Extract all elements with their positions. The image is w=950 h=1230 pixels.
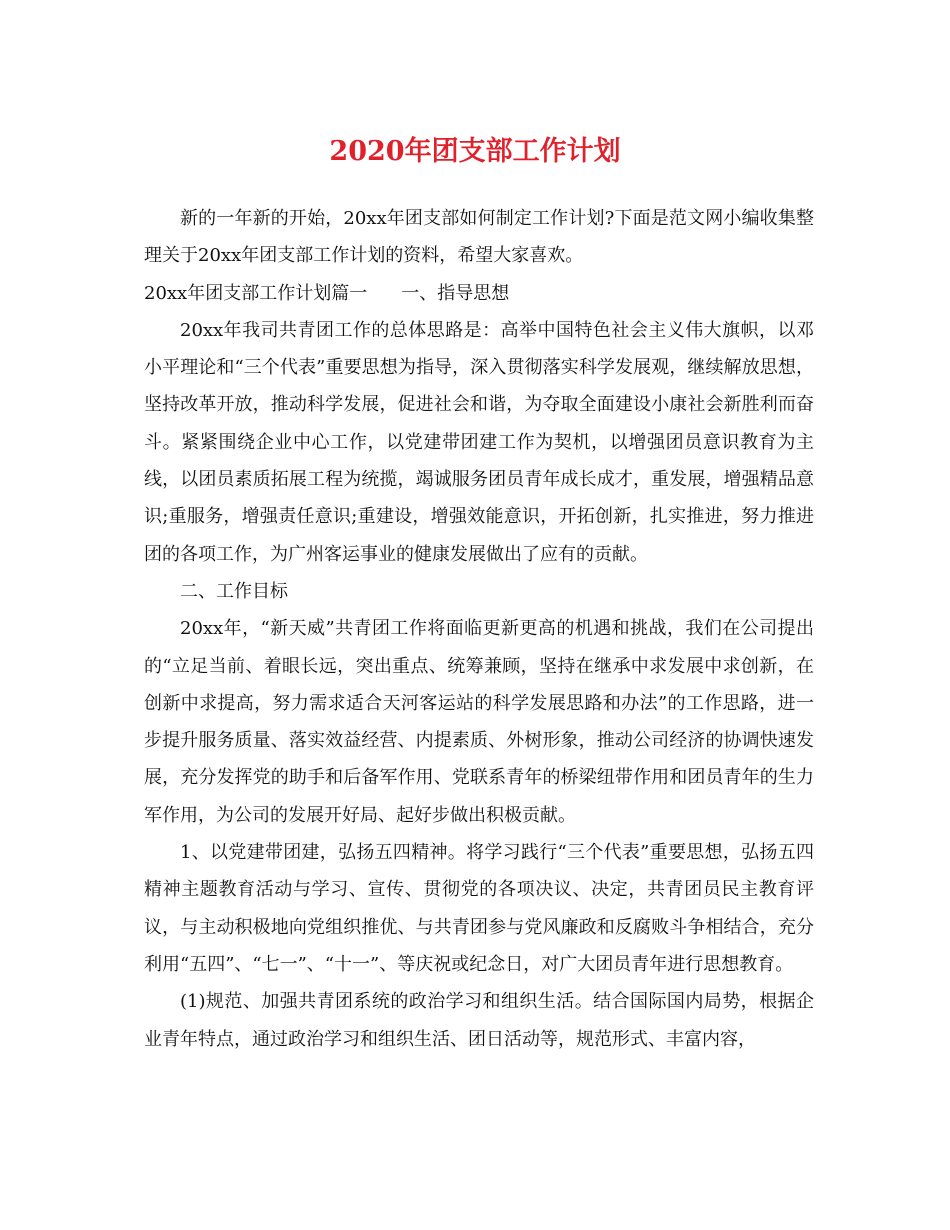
section-heading-title: 20xx年团支部工作计划篇一	[144, 282, 368, 304]
work-goals-paragraph: 20xx年，“新天威”共青团工作将面临更新更高的机遇和挑战，我们在公司提出的“立足当前、着眼长远，突出重点、统筹兼顾，坚持在继承中求发展中求创新，在创新中求提高，努力需求适合天河客运站的科学发展思路和办法”的工作思路，进一步提升服务质量、落实效益经营、内提素质、外树形象，推动公司经济的协调快速发展，充分发挥党的助手和后备军作用、党联系青年的桥梁纽带作用和团员青年的生力军作用，为公司的发展开好局、起好步做出积极贡献。	[144, 618, 814, 826]
section-heading	[144, 275, 814, 312]
item-1-paragraph: 1、以党建带团建，弘扬五四精神。将学习践行“三个代表”重要思想，弘扬五四精神主题教育活动与学习、宣传、贯彻党的各项决议、决定，共青团员民主教育评议，与主动积极地向党组织推优、与共青团参与党风廉政和反腐败斗争相结合，充分利用“五四”、“七一”、“十一”、等庆祝或纪念日，对广大团员青年进行思想教育。	[144, 842, 814, 975]
document-body	[144, 200, 814, 1058]
item-1-1-paragraph: (1)规范、加强共青团系统的政治学习和组织生活。结合国际国内局势，根据企业青年特点，通过政治学习和组织生活、团日活动等，规范形式、丰富内容，	[144, 991, 814, 1050]
document-title: 2020年团支部工作计划	[329, 136, 621, 167]
work-goals-heading: 二、工作目标	[180, 580, 288, 602]
section-heading-subtitle: 一、指导思想	[401, 282, 510, 304]
intro-paragraph: 新的一年新的开始，20xx年团支部如何制定工作计划?下面是范文网小编收集整理关于20xx年团支部工作计划的资料，希望大家喜欢。	[144, 208, 814, 267]
guiding-thought-paragraph: 20xx年我司共青团工作的总体思路是：高举中国特色社会主义伟大旗帜，以邓小平理论和“三个代表”重要思想为指导，深入贯彻落实科学发展观，继续解放思想，坚持改革开放，推动科学发展，促进社会和谐，为夺取全面建设小康社会新胜利而奋斗。紧紧围绕企业中心工作，以党建带团建工作为契机，以增强团员意识教育为主线，以团员素质拓展工程为统揽，竭诚服务团员青年成长成才，重发展，增强精品意识;重服务，增强责任意识;重建设，增强效能意识，开拓创新，扎实推进，努力推进团的各项工作，为广州客运事业的健康发展做出了应有的贡献。	[144, 319, 814, 565]
